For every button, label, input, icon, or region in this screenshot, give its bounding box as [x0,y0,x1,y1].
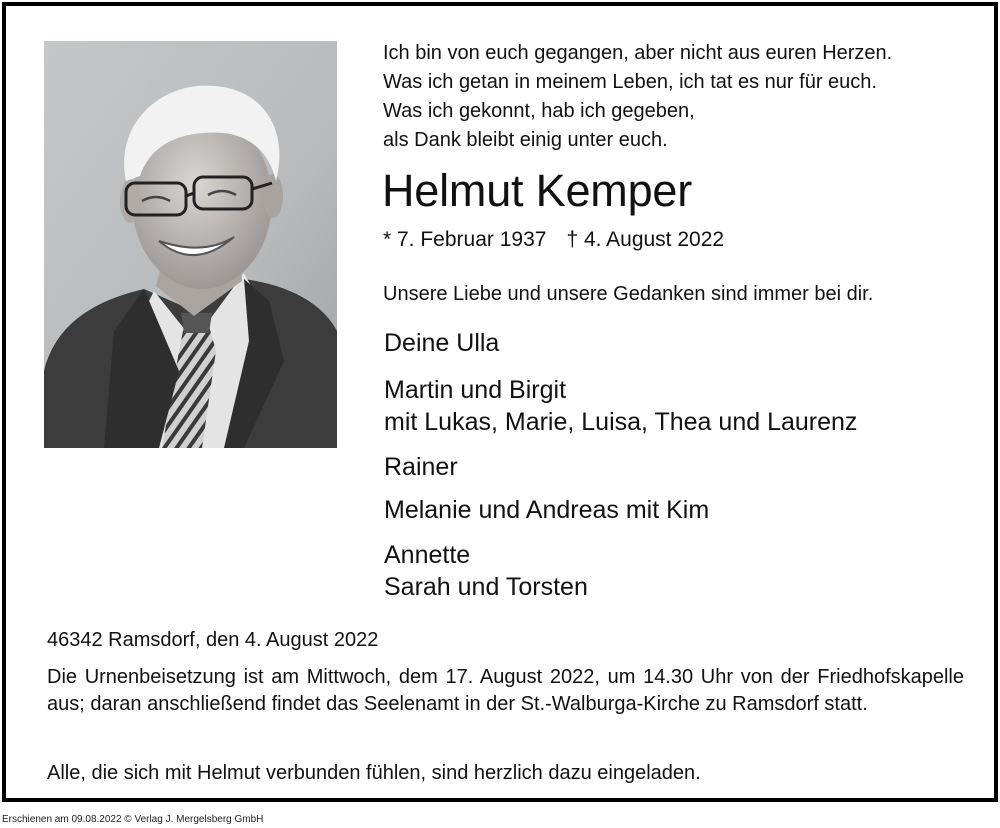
poem-line: als Dank bleibt einig unter euch. [383,129,668,151]
portrait-illustration [44,41,337,448]
death-date: † 4. August 2022 [566,228,725,251]
mourner-martin: Martin und Birgit [384,376,567,404]
poem [383,39,892,155]
mourner-sarah: Sarah und Torsten [384,573,588,601]
place-and-date: 46342 Ramsdorf, den 4. August 2022 [47,629,379,651]
publication-footer: Erschienen am 09.08.2022 © Verlag J. Mergelsberg GmbH [2,814,264,825]
life-dates [383,226,724,254]
mourner-group-martin [384,374,857,438]
obituary-frame [2,2,998,802]
mourner-melanie: Melanie und Andreas mit Kim [384,496,710,524]
family-motto: Unsere Liebe und unsere Gedanken sind immer bei dir. [383,283,874,305]
poem-line: Was ich gekonnt, hab ich gegeben, [383,100,695,122]
poem-line: Ich bin von euch gegangen, aber nicht aus euren Herzen. [383,42,893,64]
poem-line: Was ich getan in meinem Leben, ich tat es nur für euch. [383,71,877,93]
ceremony-details: Die Urnenbeisetzung ist am Mittwoch, dem 17. August 2022, um 14.30 Uhr von der Friedhofskapelle aus; daran anschließend findet das Seelenamt in der St.-Walburga-Kirche zu Ramsdorf statt. [47,666,964,715]
invitation-text: Alle, die sich mit Helmut verbunden fühlen, sind herzlich dazu eingeladen. [47,762,701,784]
mourner-rainer: Rainer [384,453,458,481]
mourner-ulla: Deine Ulla [384,329,500,357]
deceased-name: Helmut Kemper [382,165,693,216]
mourner-annette: Annette [384,541,471,569]
portrait-photo [44,41,337,448]
mourner-group-annette [384,539,588,603]
mourner-martin-children: mit Lukas, Marie, Luisa, Thea und Laurenz [384,408,858,436]
birth-date: * 7. Februar 1937 [383,228,547,251]
